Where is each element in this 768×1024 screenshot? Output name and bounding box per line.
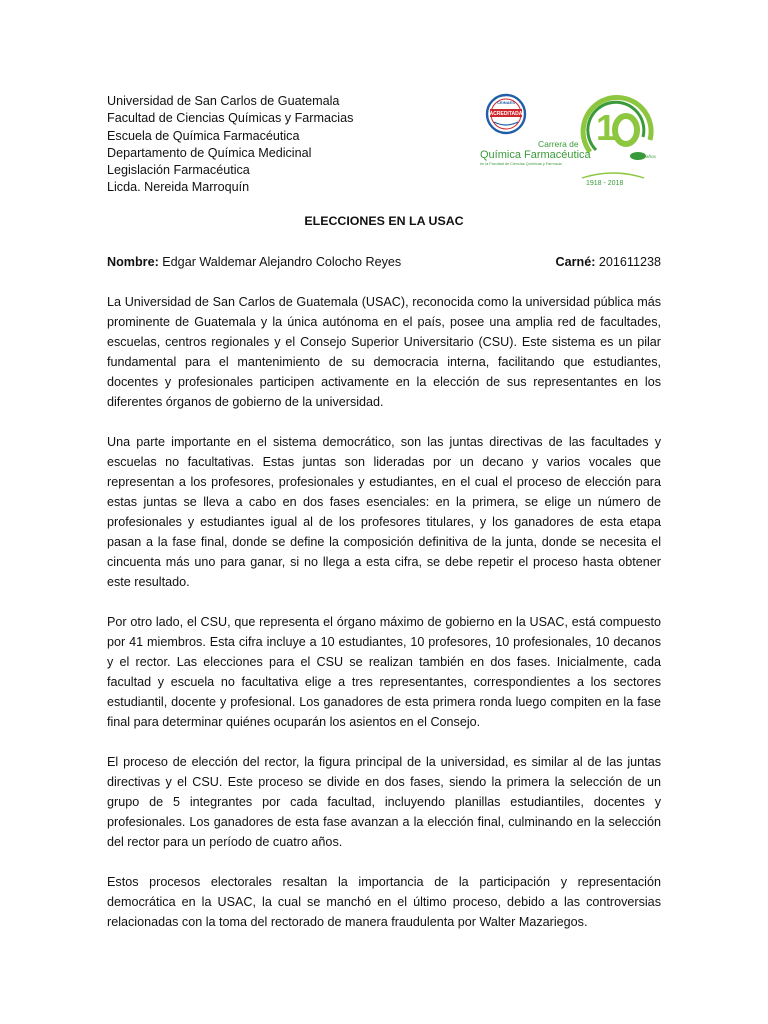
header-line-course: Legislación Farmacéutica (107, 163, 250, 178)
seal-main-text: ACREDITADA (489, 111, 523, 117)
essay-body (107, 292, 661, 952)
career-line-2: Química Farmacéutica (480, 149, 591, 161)
header-line-instructor: Licda. Nereida Marroquín (107, 180, 250, 195)
name-value: Edgar Waldemar Alejandro Colocho Reyes (158, 255, 402, 269)
career-line-3: en la Facultad de Ciencias Químicas y Farmacia (480, 162, 562, 166)
name-label: Nombre: (107, 255, 159, 269)
years-text: 1918 - 2018 (586, 180, 624, 187)
header-line-school: Escuela de Química Farmacéutica (107, 128, 300, 143)
career-line-1: Carrera de (538, 139, 579, 149)
student-carne (556, 254, 662, 271)
accreditation-and-career-logo (478, 92, 660, 188)
carne-label: Carné: (555, 255, 596, 269)
paragraph-csu: Por otro lado, el CSU, que representa el órgano máximo de gobierno en la USAC, está compuesto por 41 miembros. Esta cifra incluye a 10 estudiantes, 10 profesores, 10 profesionales, 10 decanos y el rector. Las elecciones para el CSU se realizan también en dos fases. Inicialmente, cada facultad y escuela no facultativa elige a tres representantes, correspondientes a los sectores estudiantil, docente y profesional. Los ganadores de esta primera ronda luego compiten en la fase final para determinar quiénes ocuparán los asientos en el Consejo. (107, 615, 661, 729)
header-line-faculty: Facultad de Ciencias Químicas y Farmacias (107, 111, 354, 126)
logo-group (478, 92, 660, 188)
paragraph-rector: El proceso de elección del rector, la figura principal de la universidad, es similar al de las juntas directivas y el CSU. Este proceso se divide en dos fases, siendo la primera la selección de un grupo de 5 integrantes por cada facultad, incluyendo planillas estudiantiles, docentes y profesionales. Los ganadores de esta fase avanzan a la elección final, culminando en la selección del rector para un período de cuatro años. (107, 755, 661, 849)
institution-header (107, 93, 353, 197)
student-name (107, 254, 401, 271)
seal-top-text: CEINAES (497, 100, 515, 105)
paragraph-juntas-directivas: Una parte importante en el sistema democrático, son las juntas directivas de las facultades y escuelas no facultativas. Estas juntas son lideradas por un decano y varios vocales que representan a los profesores, profesionales y estudiantes, en el cual el proceso de elección para estas juntas se lleva a cabo en dos fases esenciales: en la primera, se elige un número de profesionales y estudiantes igual al de los profesores titulares, y los ganadores de esta etapa pasan a la fase final, donde se define la composición definitiva de la junta, donde se necesita el cincuenta más uno para ganar, si no llega a esta cifra, se debe repetir el proceso hasta obtener este resultado. (107, 435, 661, 589)
anniversary-emblem-icon (583, 97, 656, 160)
carne-value: 201611238 (595, 255, 661, 269)
header-line-university: Universidad de San Carlos de Guatemala (107, 94, 340, 108)
svg-text:1: 1 (596, 107, 617, 148)
paragraph-conclusion: Estos procesos electorales resaltan la importancia de la participación y representación democrática en la USAC, la cual se manchó en el último proceso, debido a las controversias relacionadas con la toma del rectorado de manera fraudulenta por Walter Mazariegos. (107, 875, 661, 929)
paragraph-introduction: La Universidad de San Carlos de Guatemala (USAC), reconocida como la universidad pública más prominente de Guatemala y la única autónoma en el país, posee una amplia red de facultades, escuelas, centros regionales y el Consejo Superior Universitario (CSU). Este sistema es un pilar fundamental para el mantenimiento de su democracia interna, facilitando que estudiantes, docentes y profesionales participen activamente en la elección de sus representantes en los diferentes órganos de gobierno de la universidad. (107, 295, 661, 409)
document-title: ELECCIONES EN LA USAC (304, 214, 464, 228)
ceinaes-seal-icon (487, 95, 525, 133)
anos-text: años (646, 154, 656, 159)
header-line-department: Departamento de Química Medicinal (107, 145, 312, 160)
